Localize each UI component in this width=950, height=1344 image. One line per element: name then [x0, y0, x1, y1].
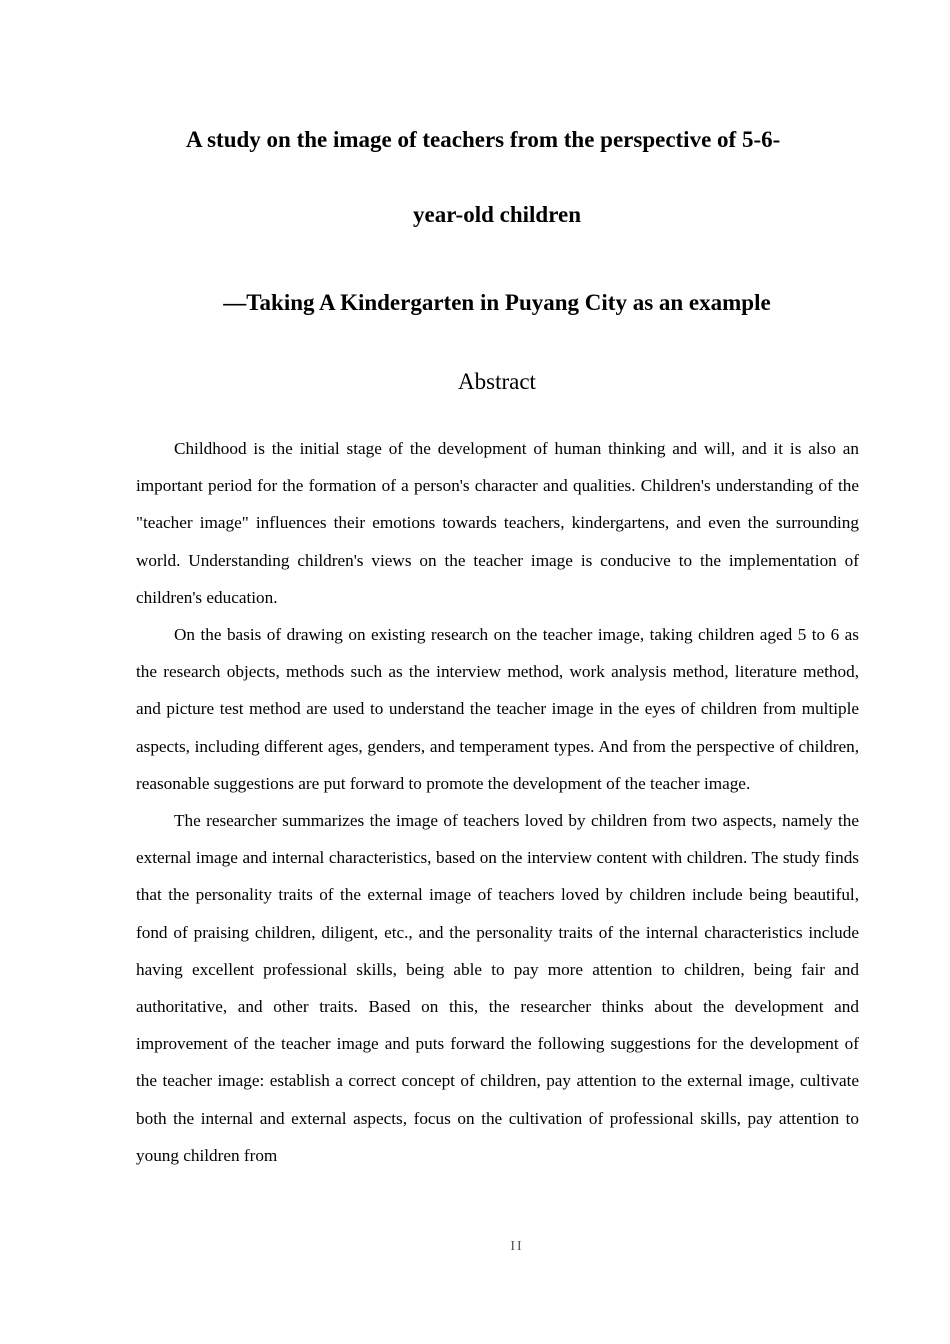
paragraph-2: On the basis of drawing on existing research on the teacher image, taking children aged 5 to 6 as the research objects, methods such as the interview method, work analysis method, literature method, and picture test method are used to understand the teacher image in the eyes of children from multiple aspects, including different ages, genders, and temperament types. And from the perspective of children, reasonable suggestions are put forward to promote the development of the teacher image. [136, 625, 859, 793]
paragraph-3: The researcher summarizes the image of teachers loved by children from two aspects, namely the external image and internal characteristics, based on the interview content with children. The study finds that the personality traits of the external image of teachers loved by children include being beautiful, fond of praising children, diligent, etc., and the personality traits of the internal characteristics include having excellent professional skills, being able to pay more attention to children, being fair and authoritative, and other traits. Based on this, the researcher thinks about the development and improvement of the teacher image and puts forward the following suggestions for the development of the teacher image: establish a correct concept of children, pay attention to the external image, cultivate both the internal and external aspects, focus on the cultivation of professional skills, pay attention to young children from [136, 811, 859, 1165]
title-line-1: A study on the image of teachers from the perspective of 5-6- [186, 127, 781, 152]
title-line-2: year-old children [412, 202, 582, 227]
subtitle: —Taking A Kindergarten in Puyang City as an example [223, 290, 771, 315]
abstract-heading: Abstract [458, 369, 536, 394]
page-number: II [510, 1239, 524, 1254]
abstract-body [136, 430, 859, 1174]
paragraph-1: Childhood is the initial stage of the development of human thinking and will, and it is also an important period for the formation of a person's character and qualities. Children's understanding of the "teacher image" influences their emotions towards teachers, kindergartens, and even the surrounding world. Understanding children's views on the teacher image is conducive to the implementation of children's education. [136, 439, 859, 607]
